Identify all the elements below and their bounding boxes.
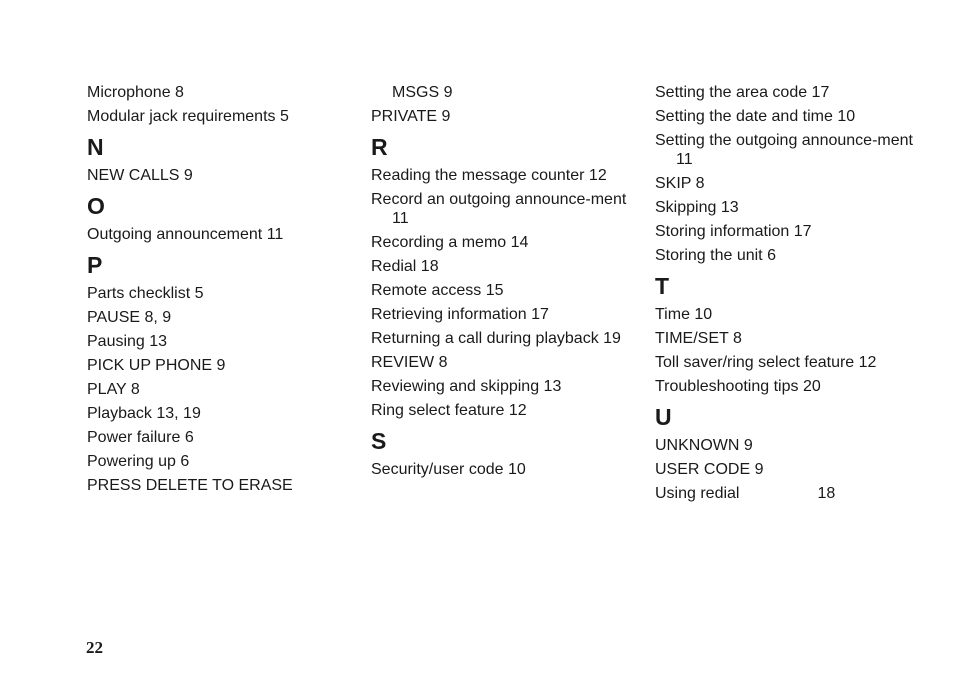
section-letter-t: T	[655, 273, 670, 299]
index-entry: PAUSE 8, 9	[87, 309, 172, 326]
index-entry: Storing the unit 6	[655, 247, 776, 264]
index-entry: Time 10	[655, 306, 713, 323]
index-entry: TIME/SET 8	[655, 330, 742, 347]
index-entry: Setting the area code 17	[655, 84, 830, 101]
index-entry: Security/user code 10	[371, 461, 526, 478]
index-entry: Toll saver/ring select feature 12	[655, 354, 877, 371]
index-entry: Pausing 13	[87, 333, 168, 350]
index-entry-continuation: MSGS 9	[392, 84, 453, 101]
section-letter-p: P	[87, 252, 103, 278]
index-entry	[655, 484, 920, 503]
index-entry: UNKNOWN 9	[655, 437, 753, 454]
index-entry: Microphone 8	[87, 84, 184, 101]
page-number: 22	[86, 638, 103, 657]
index-entry: Retrieving information 17	[371, 306, 549, 323]
index-column-3	[655, 83, 920, 508]
index-entry: Outgoing announcement 11	[87, 226, 284, 243]
index-entry: Recording a memo 14	[371, 234, 529, 251]
index-entry: PRIVATE 9	[371, 108, 451, 125]
index-entry: REVIEW 8	[371, 354, 448, 371]
index-column-2	[371, 83, 636, 484]
index-entry: Ring select feature 12	[371, 402, 527, 419]
index-entry: Power failure 6	[87, 429, 194, 446]
index-entry: SKIP 8	[655, 175, 705, 192]
index-entry: PLAY 8	[87, 381, 140, 398]
index-entry: Modular jack requirements 5	[87, 108, 289, 125]
index-entry: Setting the outgoing announce-ment 11	[655, 132, 913, 168]
index-entry: Skipping 13	[655, 199, 739, 216]
section-letter-u: U	[655, 404, 672, 430]
index-entry: Reading the message counter 12	[371, 167, 607, 184]
index-entry: USER CODE 9	[655, 461, 764, 478]
index-entry-page: 18	[817, 485, 836, 502]
index-entry: Setting the date and time 10	[655, 108, 856, 125]
index-entry: Remote access 15	[371, 282, 504, 299]
section-letter-n: N	[87, 134, 104, 160]
index-entry: Redial 18	[371, 258, 439, 275]
index-entry: PRESS DELETE TO ERASE	[87, 477, 293, 494]
index-entry: Record an outgoing announce-ment 11	[371, 191, 627, 227]
index-entry: Troubleshooting tips 20	[655, 378, 821, 395]
index-entry: NEW CALLS 9	[87, 167, 193, 184]
index-entry: Storing information 17	[655, 223, 812, 240]
index-entry: Returning a call during playback 19	[371, 330, 621, 347]
index-entry: Reviewing and skipping 13	[371, 378, 562, 395]
section-letter-o: O	[87, 193, 105, 219]
index-entry: PICK UP PHONE 9	[87, 357, 226, 374]
section-letter-s: S	[371, 428, 387, 454]
index-column-1	[87, 83, 352, 500]
index-entry: Parts checklist 5	[87, 285, 204, 302]
index-entry: Powering up 6	[87, 453, 190, 470]
index-entry-term: Using redial	[655, 485, 740, 502]
index-entry: Playback 13, 19	[87, 405, 201, 422]
section-letter-r: R	[371, 134, 388, 160]
